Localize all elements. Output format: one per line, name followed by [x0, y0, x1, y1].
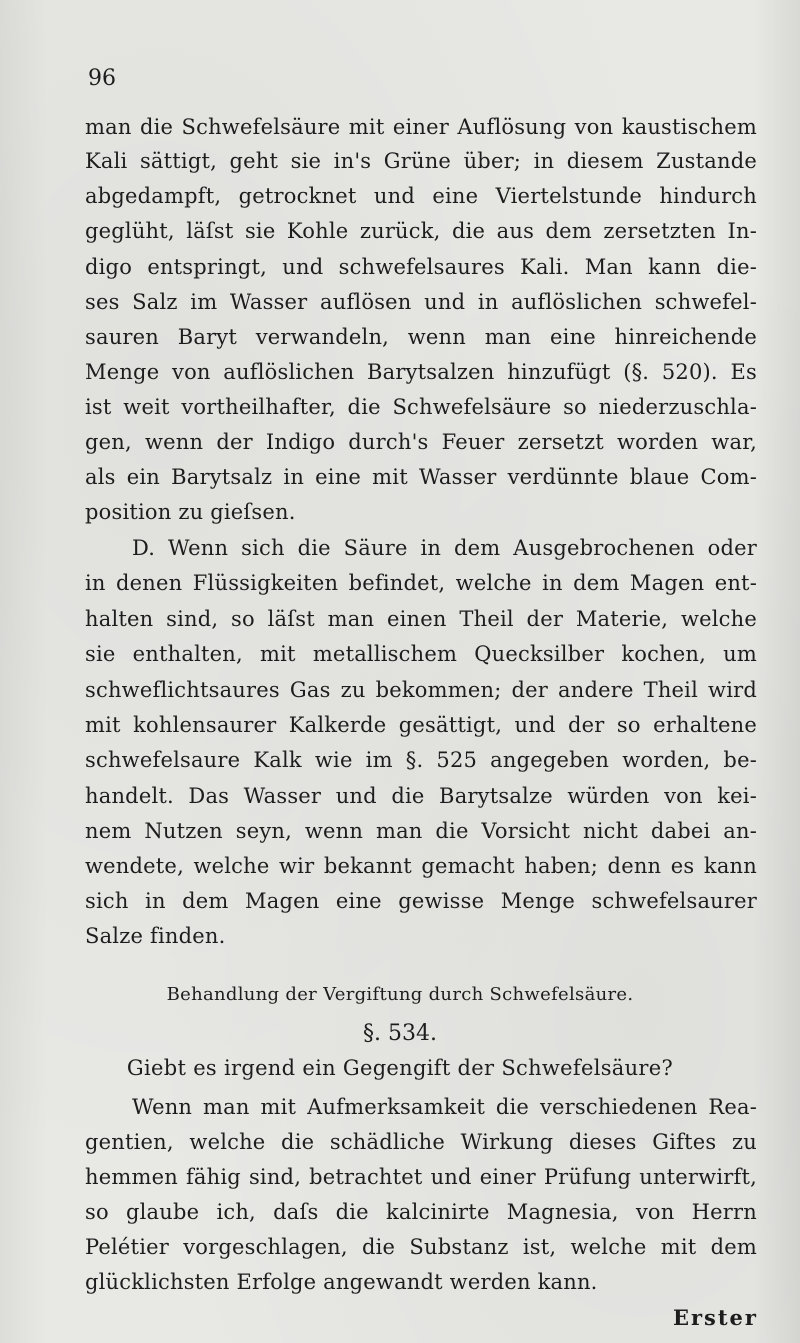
text-line: schweflichtsaures Gas zu bekommen; der andere Theil wird	[85, 678, 757, 702]
text-line: position zu gieſsen.	[85, 500, 296, 524]
text-line: halten sind, so läſst man einen Theil der Materie, welche	[85, 607, 757, 631]
text-line: Salze finden.	[85, 924, 226, 948]
section-number: §. 534.	[363, 1021, 437, 1046]
text-line: glücklichsten Erfolge angewandt werden kann.	[85, 1270, 598, 1294]
text-line: so glaube ich, daſs die kalcinirte Magnesia, von Herrn	[85, 1200, 757, 1224]
text-line: wendete, welche wir bekannt gemacht haben; denn es kann	[85, 854, 757, 878]
text-line: Kali sättigt, geht sie in's Grüne über; in diesem Zustande	[85, 149, 757, 173]
text-line: in denen Flüssigkeiten befindet, welche in dem Magen ent-	[85, 571, 757, 595]
page-number: 96	[88, 66, 116, 91]
text-line: ses Salz im Wasser auflösen und in auflöslichen schwefel-	[85, 290, 757, 314]
catchword: Erster	[672, 1305, 758, 1330]
text-line: mit kohlensaurer Kalkerde gesättigt, und der so erhaltene	[85, 713, 757, 737]
text-line: Pelétier vorgeschlagen, die Substanz ist, welche mit dem	[85, 1235, 757, 1259]
text-line: abgedampft, getrocknet und eine Viertelstunde hindurch	[85, 184, 757, 208]
text-line: Wenn man mit Aufmerksamkeit die verschiedenen Rea-	[132, 1095, 757, 1119]
text-line: digo entspringt, und schwefelsaures Kali. Man kann die-	[85, 255, 757, 279]
text-line: nem Nutzen seyn, wenn man die Vorsicht nicht dabei an-	[85, 819, 757, 843]
text-line: sie enthalten, mit metallischem Quecksilber kochen, um	[85, 642, 757, 666]
text-line: gen, wenn der Indigo durch's Feuer zersetzt worden war,	[85, 430, 757, 454]
text-line: schwefelsaure Kalk wie im §. 525 angegeben worden, be-	[85, 748, 757, 772]
text-line: gentien, welche die schädliche Wirkung dieses Giftes zu	[85, 1130, 757, 1154]
text-line: Menge von auflöslichen Barytsalzen hinzufügt (§. 520). Es	[85, 360, 757, 384]
text-line: handelt. Das Wasser und die Barytsalze würden von kei-	[85, 784, 757, 808]
section-subheading: Behandlung der Vergiftung durch Schwefelsäure.	[166, 984, 634, 1005]
text-line: D. Wenn sich die Säure in dem Ausgebrochenen oder	[132, 536, 757, 560]
section-question: Giebt es irgend ein Gegengift der Schwefelsäure?	[126, 1056, 674, 1080]
text-line: hemmen fähig sind, betrachtet und einer Prüfung unterwirft,	[85, 1165, 757, 1189]
text-line: man die Schwefelsäure mit einer Auflösung von kaustischem	[85, 115, 757, 139]
text-line: sauren Baryt verwandeln, wenn man eine hinreichende	[85, 325, 757, 349]
text-line: als ein Barytsalz in eine mit Wasser verdünnte blaue Com-	[85, 465, 757, 489]
text-line: geglüht, läſst sie Kohle zurück, die aus dem zersetzten In-	[85, 219, 757, 243]
text-line: ist weit vortheilhafter, die Schwefelsäure so niederzuschla-	[85, 395, 757, 419]
text-line: sich in dem Magen eine gewisse Menge schwefelsaurer	[85, 889, 757, 913]
